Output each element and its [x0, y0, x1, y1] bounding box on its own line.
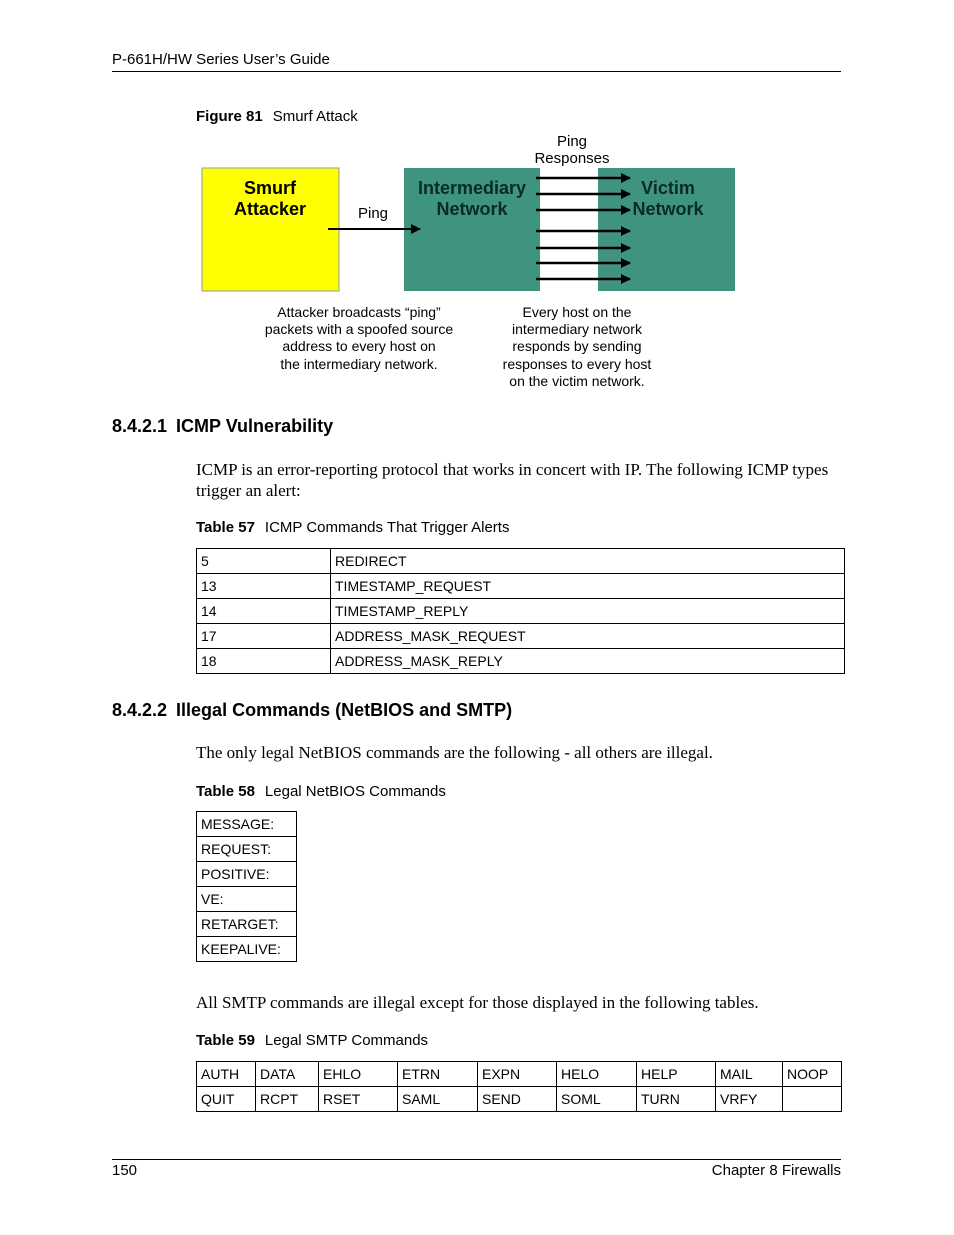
table-cell: 14: [197, 599, 331, 624]
table-label: Table 57: [196, 519, 255, 536]
smtp-paragraph: All SMTP commands are illegal except for those displayed in the following tables.: [196, 993, 759, 1012]
table-cell: [783, 1087, 842, 1112]
table-cell: ADDRESS_MASK_REQUEST: [331, 624, 845, 649]
attacker-label-1: Smurf: [243, 178, 297, 198]
table-cell: SAML: [398, 1087, 478, 1112]
section-title: ICMP Vulnerability: [176, 416, 334, 436]
table-cell: POSITIVE:: [197, 862, 297, 887]
icmp-commands-table: [196, 548, 845, 674]
table-cell: TIMESTAMP_REPLY: [331, 599, 845, 624]
paragraph-line: ICMP is an error-reporting protocol that works in concert with IP. The following ICMP types: [196, 460, 829, 479]
table-cell: TIMESTAMP_REQUEST: [331, 574, 845, 599]
intermediary-label-2: Network: [436, 199, 508, 219]
table-title: ICMP Commands That Trigger Alerts: [264, 519, 510, 536]
victim-label-2: Network: [632, 199, 704, 219]
table-cell: AUTH: [197, 1062, 256, 1087]
table-cell: EHLO: [319, 1062, 398, 1087]
table-cell: 5: [197, 549, 331, 574]
table-row: [197, 1087, 842, 1112]
caption-right-line: on the victim network.: [509, 373, 645, 389]
table-cell: RSET: [319, 1087, 398, 1112]
section-number: 8.4.2.2: [112, 700, 168, 720]
table-cell: ADDRESS_MASK_REPLY: [331, 649, 845, 674]
table-cell: SEND: [478, 1087, 557, 1112]
victim-label-1: Victim: [641, 178, 695, 198]
icmp-paragraph: [196, 459, 828, 501]
smtp-commands-table: [196, 1061, 842, 1112]
table-row: [197, 624, 845, 649]
section-heading-illegal: [112, 700, 512, 721]
table-cell: 13: [197, 574, 331, 599]
caption-right: [503, 304, 652, 389]
table-cell: HELO: [557, 1062, 637, 1087]
figure-title: Smurf Attack: [272, 108, 358, 125]
table59-caption: [196, 1032, 428, 1049]
header-rule: [112, 71, 841, 72]
table-cell: QUIT: [197, 1087, 256, 1112]
table-row: [197, 937, 297, 962]
table-row: [197, 574, 845, 599]
caption-right-line: intermediary network: [512, 321, 642, 337]
chapter-title: Chapter 8 Firewalls: [711, 1162, 841, 1179]
attacker-label-2: Attacker: [233, 199, 307, 219]
caption-right-line: responds by sending: [512, 338, 642, 354]
caption-right-line: responses to every host: [502, 356, 652, 372]
smurf-attack-diagram: [196, 128, 756, 400]
figure-caption: [196, 108, 358, 125]
response-gap: [540, 168, 598, 291]
table-label: Table 59: [196, 1032, 255, 1049]
table-cell: REQUEST:: [197, 837, 297, 862]
netbios-paragraph: The only legal NetBIOS commands are the following - all others are illegal.: [196, 743, 713, 762]
table-row: [197, 1062, 842, 1087]
footer-rule: [112, 1159, 841, 1160]
table-cell: 17: [197, 624, 331, 649]
caption-left-line: Attacker broadcasts “ping”: [277, 304, 441, 320]
intermediary-label-1: Intermediary: [417, 178, 527, 198]
table-cell: ETRN: [398, 1062, 478, 1087]
ping-label: Ping: [357, 205, 389, 222]
table-cell: SOML: [557, 1087, 637, 1112]
table-cell: VRFY: [716, 1087, 783, 1112]
table-row: [197, 649, 845, 674]
table-row: [197, 887, 297, 912]
table-cell: EXPN: [478, 1062, 557, 1087]
table-label: Table 58: [196, 783, 255, 800]
table57-caption: [196, 519, 509, 536]
table-row: [197, 912, 297, 937]
table-cell: 18: [197, 649, 331, 674]
table-cell: KEEPALIVE:: [197, 937, 297, 962]
section-heading-icmp: [112, 416, 333, 437]
caption-left-line: packets with a spoofed source: [264, 321, 454, 337]
table-cell: MESSAGE:: [197, 812, 297, 837]
paragraph-line: trigger an alert:: [196, 481, 301, 500]
caption-left-line: the intermediary network.: [280, 356, 438, 372]
table-title: Legal SMTP Commands: [264, 1032, 429, 1049]
table-cell: TURN: [637, 1087, 716, 1112]
table58-caption: [196, 783, 446, 800]
table-cell: REDIRECT: [331, 549, 845, 574]
netbios-commands-table: [196, 811, 297, 962]
caption-left-line: address to every host on: [282, 338, 436, 354]
section-number: 8.4.2.1: [112, 416, 168, 436]
table-cell: RCPT: [256, 1087, 319, 1112]
table-cell: RETARGET:: [197, 912, 297, 937]
caption-right-line: Every host on the: [522, 304, 632, 320]
responses-label-2: Responses: [534, 150, 610, 167]
running-header: P-661H/HW Series User’s Guide: [112, 51, 330, 68]
table-row: [197, 837, 297, 862]
section-title: Illegal Commands (NetBIOS and SMTP): [176, 700, 513, 720]
table-row: [197, 599, 845, 624]
table-row: [197, 812, 297, 837]
table-row: [197, 549, 845, 574]
page-number: 150: [112, 1162, 138, 1179]
table-row: [197, 862, 297, 887]
table-title: Legal NetBIOS Commands: [264, 783, 446, 800]
table-cell: VE:: [197, 887, 297, 912]
table-cell: HELP: [637, 1062, 716, 1087]
table-cell: DATA: [256, 1062, 319, 1087]
caption-left: [265, 304, 454, 372]
table-cell: MAIL: [716, 1062, 783, 1087]
table-cell: NOOP: [783, 1062, 842, 1087]
figure-label: Figure 81: [196, 108, 263, 125]
responses-label-1: Ping: [556, 133, 588, 150]
